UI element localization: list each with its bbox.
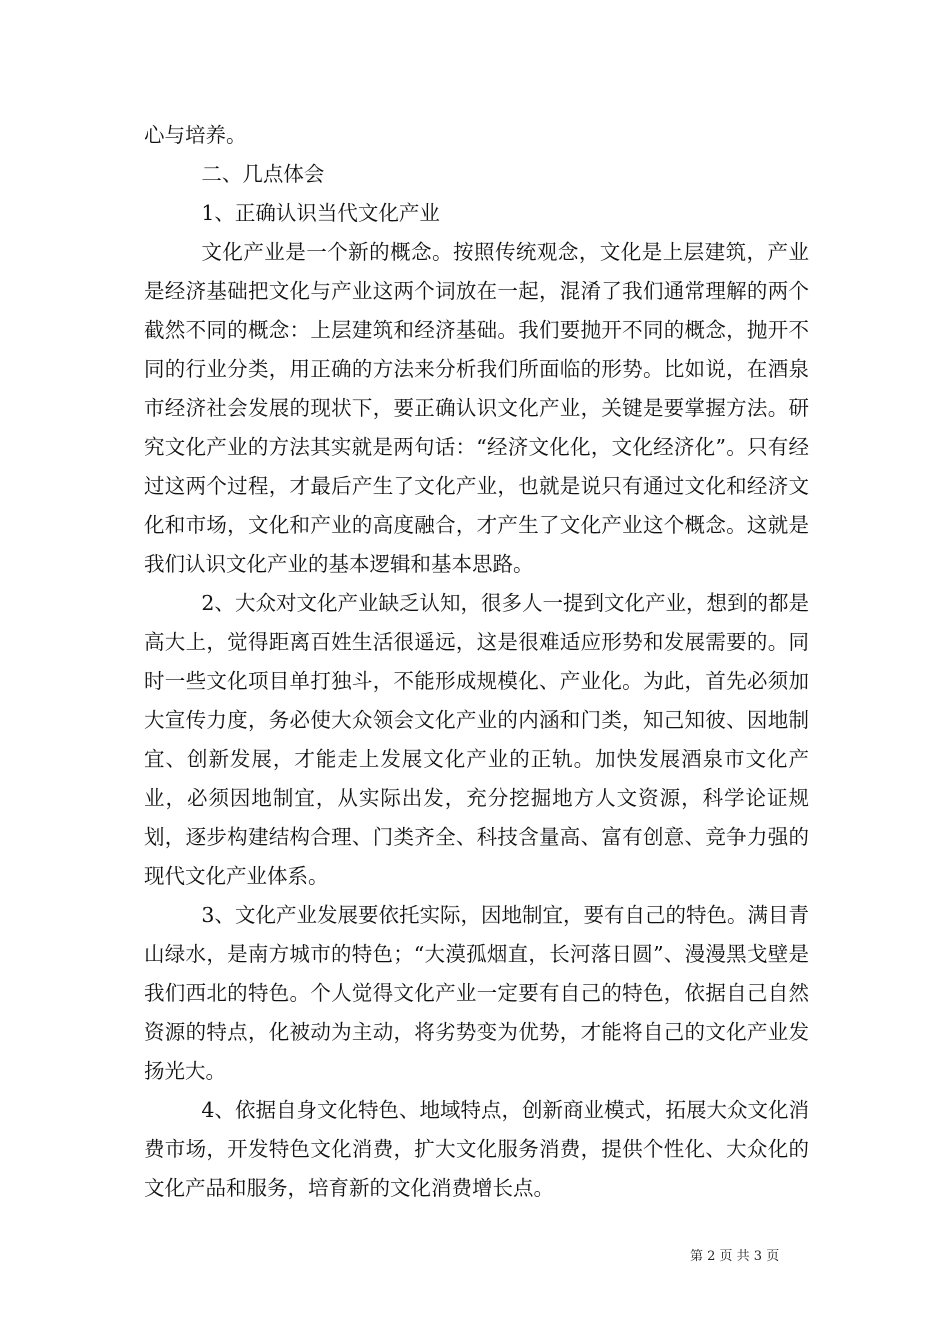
paragraph-cultural-industry-concept: 文化产业是一个新的概念。按照传统观念，文化是上层建筑，产业是经济基础把文化与产业这两个词放在一起，混淆了我们通常理解的两个截然不同的概念：上层建筑和经济基础。我们要抛开不同的概念，抛开不同的行业分类，用正确的方法来分析我们所面临的形势。比如说，在酒泉市经济社会发展的现状下，要正确认识文化产业，关键是要掌握方法。研究文化产业的方法其实就是两句话：“经济文化化，文化经济化”。只有经过这两个过程，才最后产生了文化产业，也就是说只有通过文化和经济文化和市场，文化和产业的高度融合，才产生了文化产业这个概念。这就是我们认识文化产业的基本逻辑和基本思路。 (144, 240, 809, 576)
section-heading: 二、几点体会 (201, 162, 325, 186)
paragraph-continuation: 心与培养。 (144, 123, 247, 147)
page-number-footer: 第 2 页 共 3 页 (690, 1249, 780, 1264)
subsection-heading: 1、正确认识当代文化产业 (201, 201, 440, 225)
paragraph-point-4: 4、依据自身文化特色、地域特点，创新商业模式，拓展大众文化消费市场，开发特色文化消费，扩大文化服务消费，提供个性化、大众化的文化产品和服务，培育新的文化消费增长点。 (144, 1098, 809, 1200)
paragraph-point-3: 3、文化产业发展要依托实际，因地制宜，要有自己的特色。满目青山绿水，是南方城市的特色；“大漠孤烟直，长河落日圆”、漫漫黑戈壁是我们西北的特色。个人觉得文化产业一定要有自己的特色，依据自己自然资源的特点，化被动为主动，将劣势变为优势，才能将自己的文化产业发扬光大。 (144, 903, 809, 1083)
document-body (144, 116, 809, 1208)
paragraph-point-2: 2、大众对文化产业缺乏认知，很多人一提到文化产业，想到的都是高大上，觉得距离百姓生活很遥远，这是很难适应形势和发展需要的。同时一些文化项目单打独斗，不能形成规模化、产业化。为此，首先必须加大宣传力度，务必使大众领会文化产业的内涵和门类，知己知彼、因地制宜、创新发展，才能走上发展文化产业的正轨。加快发展酒泉市文化产业，必须因地制宜，从实际出发，充分挖掘地方人文资源，科学论证规划，逐步构建结构合理、门类齐全、科技含量高、富有创意、竞争力强的现代文化产业体系。 (144, 591, 809, 888)
